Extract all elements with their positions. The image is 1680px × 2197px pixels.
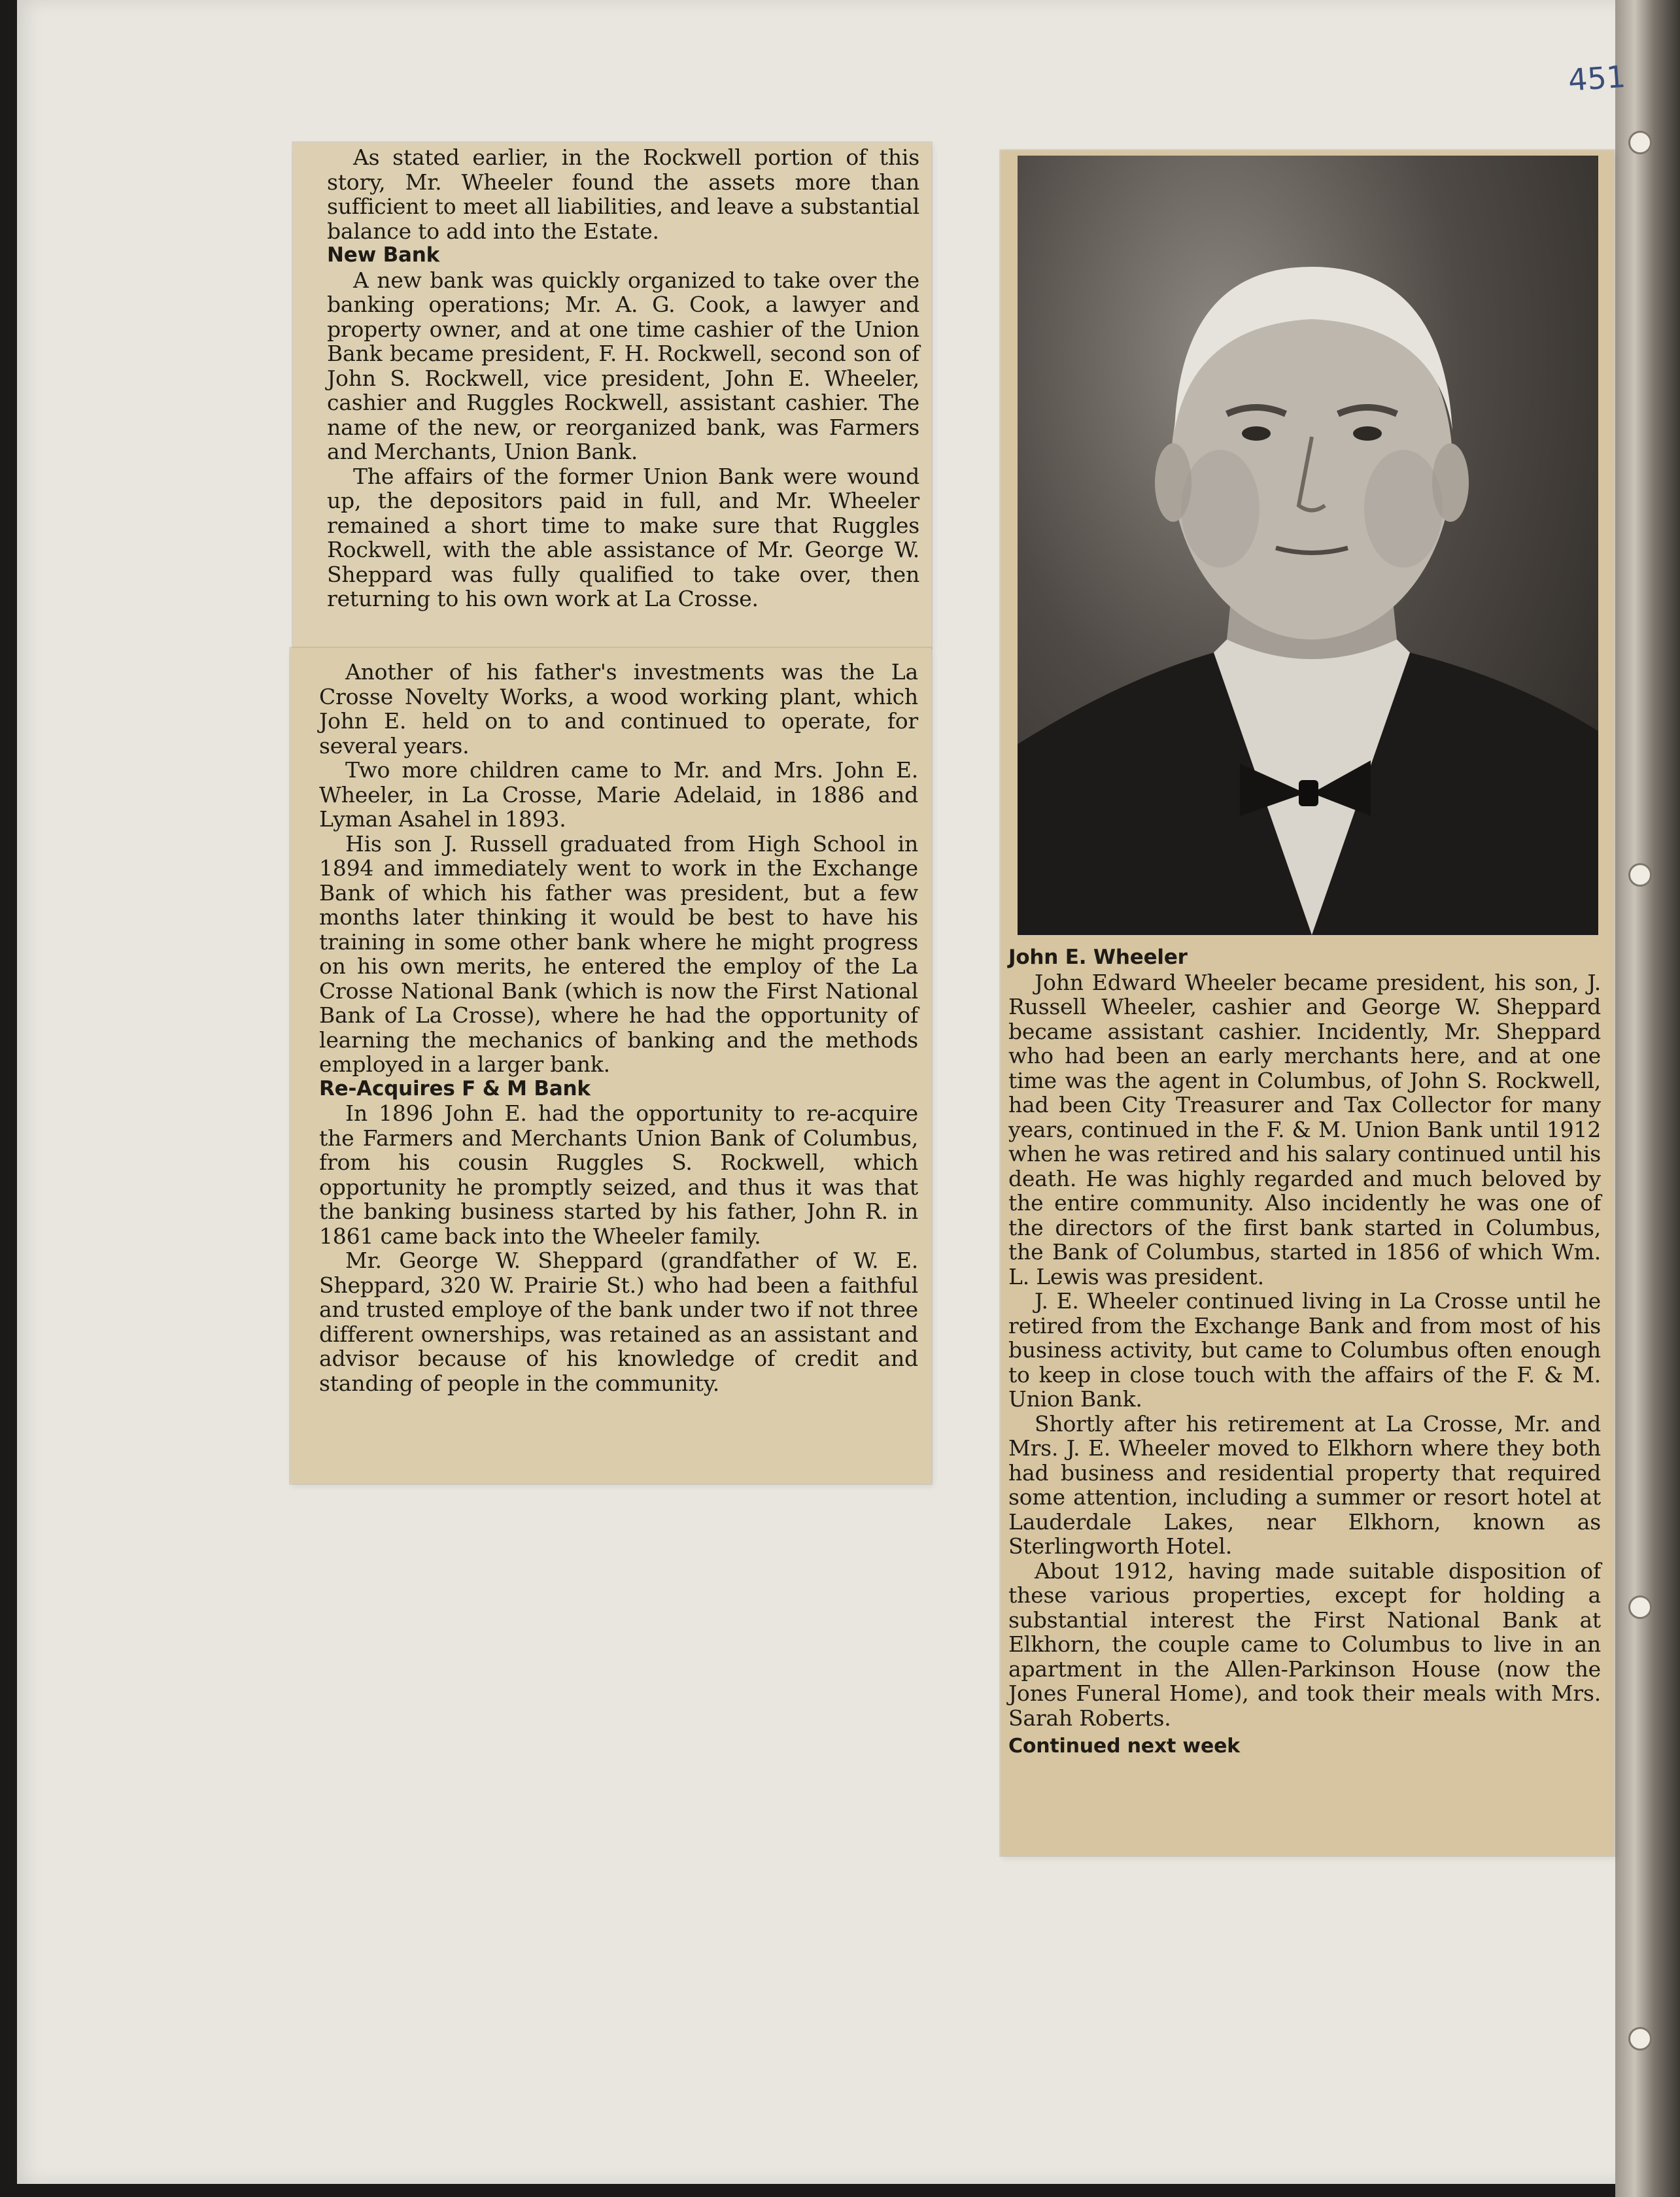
article-paragraph: Mr. George W. Sheppard (grandfather of W. E. Sheppard, 320 W. Prairie St.) who had been a faithful and trusted employe of the bank under two if not three different ownerships, was retained as an assistant and advisor because of his knowledge of credit and standing of people in the community.: [319, 1248, 918, 1396]
binder-ring: [1628, 131, 1652, 154]
binder-ring: [1628, 1595, 1652, 1619]
continued-note: Continued next week: [1008, 1735, 1240, 1758]
clipping-text-column: [1008, 945, 1601, 1759]
article-paragraph: In 1896 John E. had the opportunity to re-acquire the Farmers and Merchants Union Bank of Columbus, from his cousin Ruggles S. Rockwell, which opportunity he promptly seized, and thus it was that the banking business started by his father, John R. in 1861 came back into the Wheeler family.: [319, 1100, 918, 1249]
article-paragraph: About 1912, having made suitable disposition of these various properties, except for holding a substantial interest the First National Bank at Elkhorn, the couple came to Columbus to live in an apartment in the Allen-Parkinson House (now the Jones Funeral Home), and took their meals with Mrs. Sarah Roberts.: [1008, 1558, 1601, 1731]
article-paragraph: As stated earlier, in the Rockwell portion of this story, Mr. Wheeler found the assets more than sufficient to meet all liabilities, and leave a substantial balance to add into the Estate.: [327, 145, 919, 244]
newspaper-clipping-left-bottom: [290, 648, 931, 1484]
handwritten-page-number: 451: [1567, 58, 1627, 98]
article-paragraph: The affairs of the former Union Bank were wound up, the depositors paid in full, and Mr. Wheeler remained a short time to make sure that Ruggles Rockwell, with the able assistance of Mr. George W. Sheppard was fully qualified to take over, then returning to his own work at La Crosse.: [327, 463, 919, 611]
article-paragraph: J. E. Wheeler continued living in La Crosse until he retired from the Exchange Bank and from most of his business activity, but came to Columbus often enough to keep in close touch with the affairs of the F. & M. Union Bank.: [1008, 1288, 1601, 1412]
article-paragraph: John Edward Wheeler became president, his son, J. Russell Wheeler, cashier and George W. Sheppard became assistant cashier. Incidently, Mr. Sheppard who had been an early merchants here, and at one time was the agent in Columbus, of John S. Rockwell, had been City Treasurer and Tax Collector for many years, continued in the F. & M. Union Bank until 1912 when he was retired and his salary continued until his death. He was highly regarded and much beloved by the entire community. Also incidently he was one of the directors of the first bank started in Columbus, the Bank of Columbus, started in 1856 of which Wm. L. Lewis was president.: [1008, 969, 1601, 1289]
newspaper-clipping-left-top: [293, 143, 931, 648]
section-heading: New Bank: [327, 243, 440, 267]
clipping-text-column: [327, 145, 919, 611]
photo-caption: John E. Wheeler: [1008, 945, 1188, 969]
newspaper-clipping-right: [1001, 150, 1614, 1856]
page-stack-edge: [1615, 0, 1680, 2197]
article-paragraph: Two more children came to Mr. and Mrs. John E. Wheeler, in La Crosse, Marie Adelaid, in 1886 and Lyman Asahel in 1893.: [319, 757, 918, 832]
article-paragraph: Another of his father's investments was the La Crosse Novelty Works, a wood working plant, which John E. held on to and continued to operate, for several years.: [319, 659, 918, 758]
portrait-illustration: [1018, 156, 1598, 935]
clipping-text-column: [319, 660, 918, 1395]
article-paragraph: A new bank was quickly organized to take over the banking operations; Mr. A. G. Cook, a lawyer and property owner, and at one time cashier of the Union Bank became president, F. H. Rockwell, second son of John S. Rockwell, vice president, John E. Wheeler, cashier and Ruggles Rockwell, assistant cashier. The name of the new, or reorganized bank, was Farmers and Merchants, Union Bank.: [327, 267, 919, 464]
portrait-photo: [1018, 156, 1598, 935]
article-paragraph: Shortly after his retirement at La Crosse, Mr. and Mrs. J. E. Wheeler moved to Elkhorn where they both had business and residential property that required some attention, including a summer or resort hotel at Lauderdale Lakes, near Elkhorn, known as Sterlingworth Hotel.: [1008, 1410, 1601, 1559]
article-paragraph: His son J. Russell graduated from High School in 1894 and immediately went to work in the Exchange Bank of which his father was president, but a few months later thinking it would be best to have his training in some other bank where he might progress on his own merits, he entered the employ of the La Crosse National Bank (which is now the First National Bank of La Crosse), where he had the opportunity of learning the mechanics of banking and the methods employed in a larger bank.: [319, 830, 918, 1077]
binder-ring: [1628, 863, 1652, 887]
section-heading: Re-Acquires F & M Bank: [319, 1076, 591, 1100]
binder-ring: [1628, 2027, 1652, 2051]
